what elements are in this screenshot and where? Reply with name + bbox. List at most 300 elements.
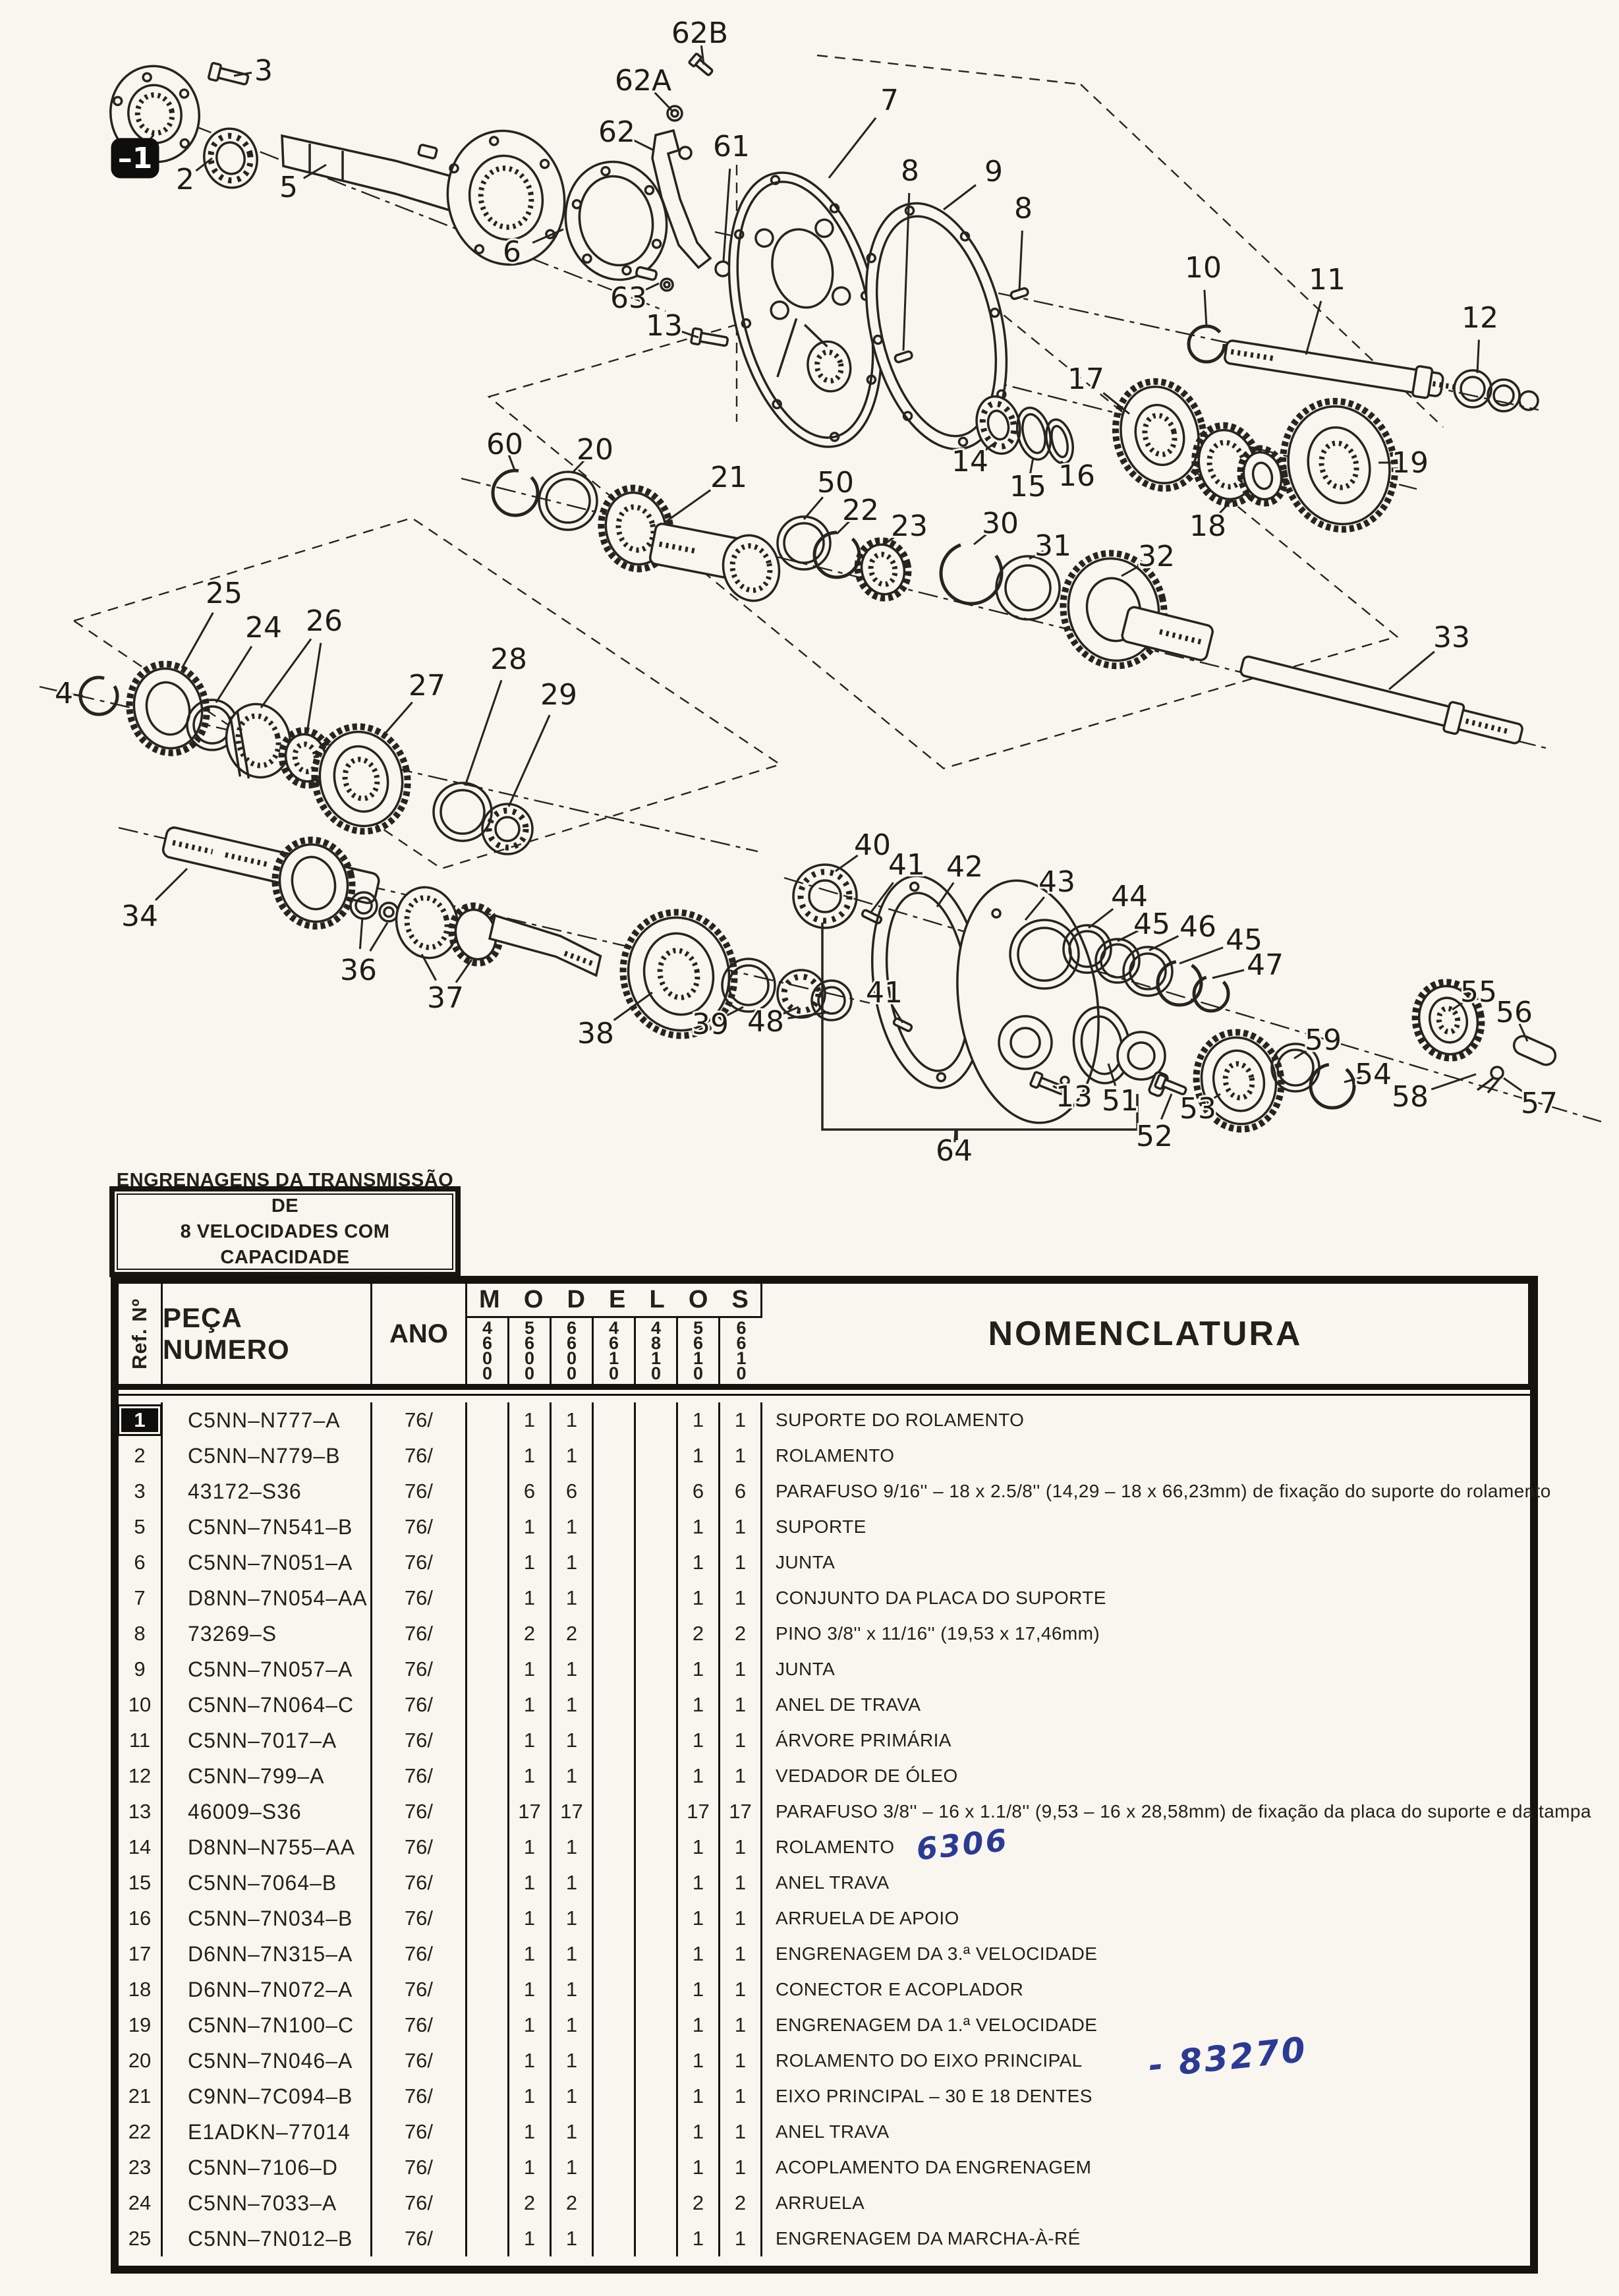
svg-text:4: 4 xyxy=(55,677,73,710)
cell-year: 76/ xyxy=(372,1509,467,1545)
cell-qty-4600 xyxy=(467,2114,509,2150)
models-letter: S xyxy=(731,1286,749,1313)
table-row xyxy=(119,2007,1530,2043)
cell-part-number: C9NN–7C094–B xyxy=(163,2079,372,2114)
svg-text:11: 11 xyxy=(1309,263,1346,297)
svg-text:36: 36 xyxy=(340,954,377,987)
cell-qty-5610: 1 xyxy=(678,1509,720,1545)
diagram-callout-62 xyxy=(598,115,654,150)
table-row xyxy=(119,1545,1530,1580)
cell-year: 76/ xyxy=(372,1474,467,1509)
cell-qty-5600: 1 xyxy=(509,2079,552,2114)
svg-text:22: 22 xyxy=(842,494,879,527)
cell-qty-6610: 1 xyxy=(720,1829,762,1865)
svg-text:23: 23 xyxy=(891,509,928,543)
cell-qty-6610: 1 xyxy=(720,1402,762,1438)
diagram-callout-9 xyxy=(944,155,1003,210)
cell-nomenclature: PARAFUSO 9/16'' – 18 x 2.5/8'' (14,29 – 18 x 66,23mm) de fixação do suporte do rolamento xyxy=(776,1481,1551,1501)
header-model-4610: 4 6 1 0 xyxy=(594,1318,636,1384)
cell-qty-4610 xyxy=(594,1901,636,1936)
cell-ref-no: 16 xyxy=(119,1901,163,1936)
table-row xyxy=(119,1402,1530,1438)
cell-qty-5610: 17 xyxy=(678,1794,720,1829)
models-letter: D xyxy=(567,1286,585,1313)
svg-text:27: 27 xyxy=(409,669,445,703)
cell-part-number: C5NN–N779–B xyxy=(163,1438,372,1474)
lock-ring-15 xyxy=(1012,404,1056,463)
diagram-callout-21 xyxy=(666,461,747,522)
ring-50 xyxy=(778,517,830,569)
svg-text:33: 33 xyxy=(1433,621,1470,654)
cell-qty-6610: 1 xyxy=(720,1651,762,1687)
table-row xyxy=(119,1580,1530,1616)
table-row xyxy=(119,1509,1530,1545)
cell-year: 76/ xyxy=(372,1438,467,1474)
diagram-callout-57 xyxy=(1504,1078,1558,1120)
cell-ref-no: 18 xyxy=(119,1972,163,2007)
bearing-40 xyxy=(793,865,857,928)
svg-text:8: 8 xyxy=(1014,192,1033,225)
cell-qty-4600 xyxy=(467,2079,509,2114)
cell-nomenclature: CONECTOR E ACOPLADOR xyxy=(776,1979,1024,1999)
cell-qty-4600 xyxy=(467,1438,509,1474)
cell-part-number: 46009–S36 xyxy=(163,1794,372,1829)
cell-qty-4610 xyxy=(594,1580,636,1616)
cell-qty-4610 xyxy=(594,2114,636,2150)
diagram-callout-32 xyxy=(1122,540,1175,576)
svg-text:37: 37 xyxy=(427,981,464,1015)
cell-ref-no: 9 xyxy=(119,1651,163,1687)
cell-year: 76/ xyxy=(372,1545,467,1580)
svg-text:19: 19 xyxy=(1392,446,1429,480)
cell-qty-4610 xyxy=(594,1972,636,2007)
cell-qty-5600: 1 xyxy=(509,1972,552,2007)
cell-qty-5610: 1 xyxy=(678,1901,720,1936)
cell-part-number: C5NN–N777–A xyxy=(163,1402,372,1438)
cell-qty-4610 xyxy=(594,2150,636,2185)
diagram-callout-7 xyxy=(829,84,899,178)
diagram-callout-17 xyxy=(1067,362,1129,414)
cell-qty-5610: 1 xyxy=(678,1758,720,1794)
table-row xyxy=(119,1936,1530,1972)
svg-text:53: 53 xyxy=(1179,1092,1216,1126)
table-row xyxy=(119,1616,1530,1651)
cell-qty-4810 xyxy=(636,1865,678,1901)
cell-qty-4600 xyxy=(467,1901,509,1936)
cell-qty-5610: 2 xyxy=(678,2185,720,2221)
cell-ref-no: 7 xyxy=(119,1580,163,1616)
svg-text:20: 20 xyxy=(577,433,613,467)
cell-qty-5600: 1 xyxy=(509,1545,552,1580)
diagram-callout-14 xyxy=(952,443,995,478)
cell-qty-6610: 1 xyxy=(720,1580,762,1616)
cell-qty-4810 xyxy=(636,1651,678,1687)
cell-part-number: C5NN–7N100–C xyxy=(163,2007,372,2043)
cell-qty-5600: 1 xyxy=(509,1758,552,1794)
cell-qty-4600 xyxy=(467,1545,509,1580)
svg-text:12: 12 xyxy=(1462,301,1498,335)
table-row xyxy=(119,1723,1530,1758)
cell-nomenclature: JUNTA xyxy=(776,1552,836,1572)
cell-qty-4810 xyxy=(636,1687,678,1723)
cell-year: 76/ xyxy=(372,2114,467,2150)
svg-text:5: 5 xyxy=(279,171,298,204)
svg-text:54: 54 xyxy=(1355,1058,1392,1091)
diagram-callout-41 xyxy=(866,976,903,1023)
cell-qty-4810 xyxy=(636,1545,678,1580)
cell-part-number: C5NN–7N034–B xyxy=(163,1901,372,1936)
svg-text:41: 41 xyxy=(888,848,925,882)
cell-qty-4600 xyxy=(467,1936,509,1972)
cell-part-number: C5NN–7064–B xyxy=(163,1865,372,1901)
cell-part-number: 43172–S36 xyxy=(163,1474,372,1509)
diagram-callout-20 xyxy=(572,433,613,473)
svg-text:13: 13 xyxy=(646,309,683,343)
table-row xyxy=(119,1651,1530,1687)
cell-qty-5610: 1 xyxy=(678,1687,720,1723)
cell-qty-6600: 1 xyxy=(552,1438,594,1474)
cell-qty-4810 xyxy=(636,1829,678,1865)
svg-text:40: 40 xyxy=(854,828,891,862)
cell-nomenclature: ENGRENAGEM DA MARCHA-À-RÉ xyxy=(776,2228,1081,2249)
cell-qty-5610: 1 xyxy=(678,1972,720,2007)
svg-text:41: 41 xyxy=(866,976,903,1010)
cell-qty-6600: 1 xyxy=(552,1687,594,1723)
cell-ref-no: 14 xyxy=(119,1829,163,1865)
svg-text:64: 64 xyxy=(936,1134,973,1168)
cell-qty-6600: 6 xyxy=(552,1474,594,1509)
svg-text:63: 63 xyxy=(610,281,647,315)
svg-text:44: 44 xyxy=(1111,880,1148,913)
diagram-callout-40 xyxy=(836,828,891,871)
table-row xyxy=(119,2114,1530,2150)
cell-qty-4610 xyxy=(594,1687,636,1723)
dowel-41b xyxy=(893,1018,913,1031)
cell-qty-4610 xyxy=(594,1829,636,1865)
svg-text:28: 28 xyxy=(490,643,527,676)
cell-qty-4600 xyxy=(467,2043,509,2079)
cell-ref-no: 25 xyxy=(119,2221,163,2256)
svg-text:48: 48 xyxy=(747,1005,784,1039)
cell-ref-no: 13 xyxy=(119,1794,163,1829)
svg-text:57: 57 xyxy=(1521,1087,1558,1120)
main-shaft-cluster xyxy=(593,480,786,606)
cell-qty-6610: 2 xyxy=(720,1616,762,1651)
cell-year: 76/ xyxy=(372,2185,467,2221)
cell-year: 76/ xyxy=(372,2221,467,2256)
cell-qty-5610: 1 xyxy=(678,1936,720,1972)
diagram-callout-56 xyxy=(1496,996,1533,1041)
cell-qty-4600 xyxy=(467,1474,509,1509)
header-nomenclature: NOMENCLATURA xyxy=(762,1284,1530,1384)
cell-year: 76/ xyxy=(372,2007,467,2043)
cell-nomenclature: JUNTA xyxy=(776,1659,836,1679)
cell-qty-4610 xyxy=(594,1651,636,1687)
cell-qty-4600 xyxy=(467,1829,509,1865)
svg-text:14: 14 xyxy=(952,445,988,478)
diagram-callout-58 xyxy=(1392,1074,1476,1114)
ring-46 xyxy=(1123,947,1172,996)
cell-ref-no: 8 xyxy=(119,1616,163,1651)
cell-qty-6600: 1 xyxy=(552,1509,594,1545)
diagram-callout-62A xyxy=(615,64,672,111)
diagram-callout-48 xyxy=(747,1005,829,1039)
svg-text:42: 42 xyxy=(946,850,983,884)
cell-part-number: C5NN–7N051–A xyxy=(163,1545,372,1580)
cell-ref-no: 1 xyxy=(119,1402,163,1438)
header-model-4600: 4 6 0 0 xyxy=(467,1318,509,1384)
svg-text:26: 26 xyxy=(306,604,343,638)
cell-part-number: C5NN–7N012–B xyxy=(163,2221,372,2256)
cell-qty-5610: 1 xyxy=(678,2150,720,2185)
diagram-callout-59 xyxy=(1294,1023,1342,1058)
snap-ring-10 xyxy=(1189,326,1224,362)
cell-qty-5600: 1 xyxy=(509,1402,552,1438)
cell-nomenclature: ROLAMENTO DO EIXO PRINCIPAL - 83270 xyxy=(776,2030,1309,2086)
cell-qty-4610 xyxy=(594,1616,636,1651)
cell-ref-no: 6 xyxy=(119,1545,163,1580)
cell-qty-4810 xyxy=(636,2007,678,2043)
cell-qty-4600 xyxy=(467,1651,509,1687)
svg-text:45: 45 xyxy=(1133,907,1170,941)
diagram-callout-15 xyxy=(1009,457,1046,503)
cell-qty-6600: 17 xyxy=(552,1794,594,1829)
cell-year: 76/ xyxy=(372,1402,467,1438)
cell-qty-5610: 1 xyxy=(678,1438,720,1474)
cell-qty-5610: 1 xyxy=(678,2007,720,2043)
models-letter: O xyxy=(523,1286,544,1313)
cell-nomenclature: SUPORTE DO ROLAMENTO xyxy=(776,1410,1025,1430)
ring-39 xyxy=(722,959,775,1012)
table-row xyxy=(119,1822,1530,1868)
countershaft-34 xyxy=(161,826,380,934)
cell-qty-5610: 1 xyxy=(678,1402,720,1438)
diagram-callout-27 xyxy=(382,669,445,737)
cell-nomenclature: ENGRENAGEM DA 3.ª VELOCIDADE xyxy=(776,1943,1098,1964)
cell-qty-4810 xyxy=(636,1474,678,1509)
cell-part-number: 73269–S xyxy=(163,1616,372,1651)
cell-qty-4600 xyxy=(467,1580,509,1616)
title-line-1: ENGRENAGENS DA TRANSMISSÃO DE xyxy=(116,1169,454,1217)
cell-part-number: E1ADKN–77014 xyxy=(163,2114,372,2150)
cell-qty-6610: 1 xyxy=(720,2079,762,2114)
cell-nomenclature: ANEL DE TRAVA xyxy=(776,1694,921,1715)
cell-qty-4600 xyxy=(467,1758,509,1794)
header-model-6600: 6 6 0 0 xyxy=(552,1318,594,1384)
cell-qty-6600: 1 xyxy=(552,1972,594,2007)
models-letter: O xyxy=(688,1286,708,1313)
table-row xyxy=(119,2221,1530,2256)
diagram-callout-24 xyxy=(216,611,282,703)
svg-text:21: 21 xyxy=(710,461,747,494)
svg-text:7: 7 xyxy=(880,84,899,117)
cell-qty-4810 xyxy=(636,1438,678,1474)
cell-qty-4610 xyxy=(594,1794,636,1829)
cell-qty-5600: 1 xyxy=(509,1829,552,1865)
connector-coupler xyxy=(1187,418,1290,511)
title-line-2: 8 VELOCIDADES COM CAPACIDADE xyxy=(180,1220,390,1268)
diagram-callout-39 xyxy=(692,1007,743,1041)
cell-qty-5600: 1 xyxy=(509,2221,552,2256)
cell-ref-no: 20 xyxy=(119,2043,163,2079)
cell-qty-4610 xyxy=(594,1402,636,1438)
diagram-callout-12 xyxy=(1462,301,1498,373)
cell-qty-5610: 1 xyxy=(678,1545,720,1580)
diagram-callout-36 xyxy=(340,917,387,987)
diagram-callout-10 xyxy=(1185,251,1222,327)
diagram-callout-11 xyxy=(1306,263,1346,355)
models-letter: M xyxy=(479,1286,500,1313)
cell-year: 76/ xyxy=(372,2043,467,2079)
cell-qty-4810 xyxy=(636,1402,678,1438)
snap-ring-30 xyxy=(941,543,1002,604)
gear-coupling-23 xyxy=(851,535,914,604)
cell-qty-5610: 1 xyxy=(678,2043,720,2079)
svg-text:34: 34 xyxy=(121,900,158,933)
handwritten-note: 6306 xyxy=(915,1822,1011,1868)
cell-qty-6600: 1 xyxy=(552,2150,594,2185)
diagram-callout-29 xyxy=(509,678,577,807)
cell-part-number: C5NN–7N064–C xyxy=(163,1687,372,1723)
diagram-callout-23 xyxy=(884,509,928,544)
cell-part-number: D6NN–7N072–A xyxy=(163,1972,372,2007)
cell-qty-4600 xyxy=(467,2185,509,2221)
cell-qty-6600: 1 xyxy=(552,2043,594,2079)
header-model-6610: 6 6 1 0 xyxy=(736,1318,747,1383)
cell-nomenclature: PINO 3/8'' x 11/16'' (19,53 x 17,46mm) xyxy=(776,1623,1100,1644)
header-model-5610: 5 6 1 0 xyxy=(678,1318,720,1384)
diagram-callout-31 xyxy=(1029,529,1071,563)
oil-seal-rings xyxy=(1454,370,1538,411)
cell-qty-4610 xyxy=(594,1723,636,1758)
cell-qty-4600 xyxy=(467,1509,509,1545)
cell-qty-4810 xyxy=(636,2150,678,2185)
parts-table-header xyxy=(119,1284,1530,1390)
cell-qty-5610: 1 xyxy=(678,2221,720,2256)
cell-qty-4810 xyxy=(636,1723,678,1758)
cell-qty-6600: 2 xyxy=(552,1616,594,1651)
table-row xyxy=(119,2150,1530,2185)
svg-text:61: 61 xyxy=(713,130,750,163)
svg-text:62A: 62A xyxy=(614,64,672,98)
cell-qty-6600: 1 xyxy=(552,2079,594,2114)
cell-qty-5600: 1 xyxy=(509,2007,552,2043)
svg-text:51: 51 xyxy=(1102,1084,1139,1118)
cell-qty-4810 xyxy=(636,2043,678,2079)
cell-qty-6600: 1 xyxy=(552,1865,594,1901)
diagram-callout-22 xyxy=(837,494,879,534)
cell-nomenclature: ACOPLAMENTO DA ENGRENAGEM xyxy=(776,2157,1092,2177)
header-divider xyxy=(119,1390,1530,1396)
cell-qty-5610: 1 xyxy=(678,1723,720,1758)
cell-qty-6610: 1 xyxy=(720,2043,762,2079)
cell-year: 76/ xyxy=(372,1972,467,2007)
diagram-callout-13 xyxy=(646,309,698,343)
svg-text:62: 62 xyxy=(598,115,635,149)
svg-text:15: 15 xyxy=(1009,470,1046,503)
cell-part-number: D6NN–7N315–A xyxy=(163,1936,372,1972)
table-row xyxy=(119,2185,1530,2221)
svg-text:24: 24 xyxy=(245,611,282,645)
cell-qty-4600 xyxy=(467,2007,509,2043)
cell-qty-4810 xyxy=(636,2079,678,2114)
cell-part-number: C5NN–7N057–A xyxy=(163,1651,372,1687)
cell-nomenclature: ENGRENAGEM DA 1.ª VELOCIDADE xyxy=(776,2015,1098,2035)
cell-ref-no: 12 xyxy=(119,1758,163,1794)
cell-nomenclature: ROLAMENTO xyxy=(776,1445,895,1466)
cell-qty-4600 xyxy=(467,1865,509,1901)
cell-qty-4810 xyxy=(636,2114,678,2150)
cell-qty-4810 xyxy=(636,1580,678,1616)
cell-ref-no: 11 xyxy=(119,1723,163,1758)
cell-part-number: D8NN–7N054–AA xyxy=(163,1580,372,1616)
svg-text:55: 55 xyxy=(1460,975,1497,1009)
cell-qty-5600: 1 xyxy=(509,1651,552,1687)
cell-qty-4810 xyxy=(636,1794,678,1829)
table-row xyxy=(119,1972,1530,2007)
models-letter: L xyxy=(649,1286,665,1313)
diagram-callout-53 xyxy=(1179,1092,1220,1126)
cell-ref-no: 2 xyxy=(119,1438,163,1474)
cell-qty-4610 xyxy=(594,2079,636,2114)
diagram-callout-16 xyxy=(1058,459,1095,493)
diagram-callout-18 xyxy=(1189,498,1234,543)
cell-qty-5600: 1 xyxy=(509,1936,552,1972)
cell-part-number: C5NN–7106–D xyxy=(163,2150,372,2185)
cell-qty-6600: 1 xyxy=(552,1580,594,1616)
header-year: ANO xyxy=(372,1284,467,1384)
cell-ref-no: 3 xyxy=(119,1474,163,1509)
svg-text:10: 10 xyxy=(1185,251,1222,285)
ring-31 xyxy=(996,556,1060,619)
ring-60 xyxy=(493,471,538,515)
snap-ring-54 xyxy=(1311,1064,1354,1108)
cell-qty-6610: 1 xyxy=(720,2150,762,2185)
cell-year: 76/ xyxy=(372,1651,467,1687)
diagram-callout-8 xyxy=(1014,192,1033,290)
cell-qty-5600: 6 xyxy=(509,1474,552,1509)
hub-bearing xyxy=(199,124,263,193)
diagram-callout-47 xyxy=(1212,948,1284,982)
cell-qty-6600: 1 xyxy=(552,2114,594,2150)
cell-qty-6610: 1 xyxy=(720,1758,762,1794)
svg-text:32: 32 xyxy=(1138,540,1175,573)
diagram-callout-42 xyxy=(937,850,983,907)
header-model-4810: 4 8 1 0 xyxy=(636,1318,678,1384)
cell-qty-4810 xyxy=(636,1972,678,2007)
cell-year: 76/ xyxy=(372,2079,467,2114)
cell-qty-6610: 1 xyxy=(720,1901,762,1936)
svg-text:9: 9 xyxy=(984,155,1003,188)
cell-ref-no: 19 xyxy=(119,2007,163,2043)
cell-qty-6610: 1 xyxy=(720,1509,762,1545)
diagram-callout-28 xyxy=(465,643,527,786)
cell-qty-5610: 6 xyxy=(678,1474,720,1509)
handwritten-note: - 83270 xyxy=(1146,2030,1309,2086)
svg-text:45: 45 xyxy=(1226,923,1263,957)
cell-nomenclature: SUPORTE xyxy=(776,1516,866,1537)
gear-32 xyxy=(1051,542,1214,677)
cell-qty-5600: 1 xyxy=(509,1438,552,1474)
cell-ref-no: 23 xyxy=(119,2150,163,2185)
cell-qty-6610: 1 xyxy=(720,1438,762,1474)
cell-qty-6610: 1 xyxy=(720,2007,762,2043)
svg-text:38: 38 xyxy=(577,1017,614,1050)
cell-qty-4610 xyxy=(594,2007,636,2043)
cell-qty-6600: 1 xyxy=(552,1936,594,1972)
cell-qty-4600 xyxy=(467,2150,509,2185)
table-row xyxy=(119,1438,1530,1474)
